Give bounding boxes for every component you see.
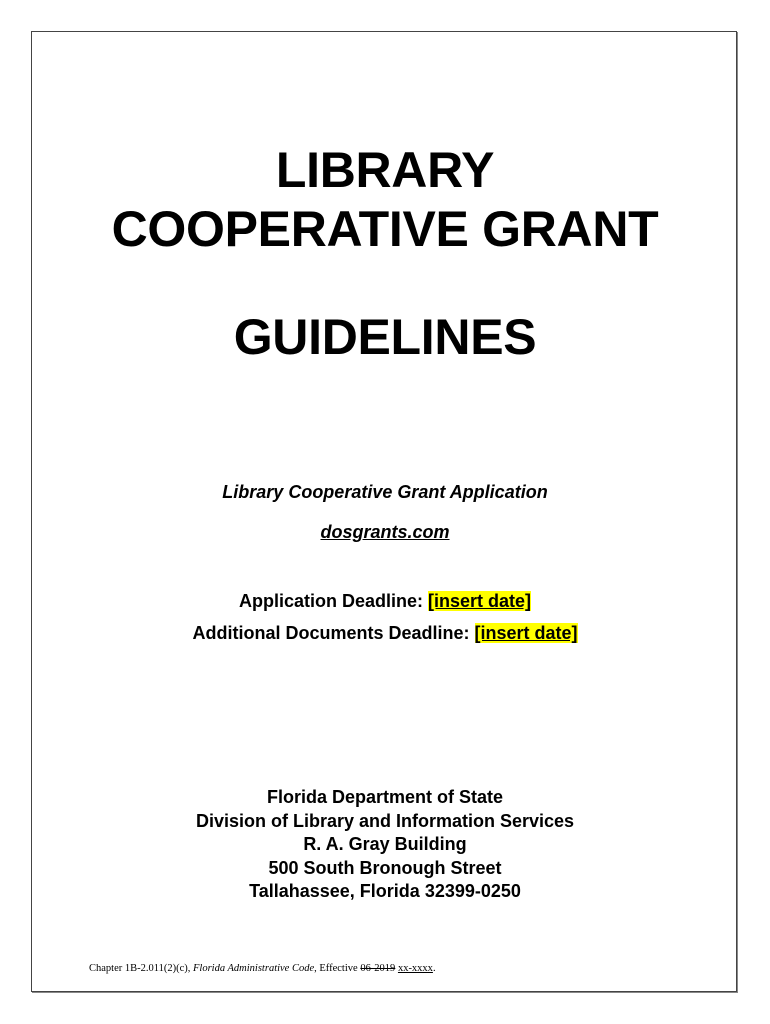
title-line-2: COOPERATIVE GRANT xyxy=(111,201,659,257)
website-link[interactable]: dosgrants.com xyxy=(320,522,450,542)
footer-new-date: xx-xxxx xyxy=(397,963,433,974)
additional-documents-deadline xyxy=(0,623,770,644)
footer-code: Florida Administrative Code xyxy=(193,963,315,974)
address-line-division: Division of Library and Information Services xyxy=(195,810,575,831)
footer-prefix: Chapter 1B-2.011(2)(c), xyxy=(89,963,193,974)
footer-citation xyxy=(89,963,436,974)
address-line-department: Florida Department of State xyxy=(266,787,504,807)
address-line-city: Tallahassee, Florida 32399-0250 xyxy=(249,881,521,901)
title-line-3: GUIDELINES xyxy=(233,309,537,365)
application-deadline xyxy=(0,591,770,612)
address-block xyxy=(0,786,770,904)
application-deadline-label: Application Deadline: xyxy=(238,591,428,611)
address-line-street: 500 South Bronough Street xyxy=(268,857,502,878)
application-deadline-value: [insert date] xyxy=(428,591,532,611)
website-row xyxy=(0,522,770,543)
footer-suffix: . xyxy=(432,963,436,974)
additional-documents-deadline-label: Additional Documents Deadline: xyxy=(192,623,475,643)
additional-documents-deadline-value: [insert date] xyxy=(474,623,578,643)
address-line-building: R. A. Gray Building xyxy=(303,834,467,854)
footer-effective: , Effective xyxy=(314,963,361,974)
application-subtitle: Library Cooperative Grant Application xyxy=(222,482,548,502)
title-line-1: LIBRARY xyxy=(275,142,495,198)
footer-old-date: 06-2019 xyxy=(360,963,396,974)
